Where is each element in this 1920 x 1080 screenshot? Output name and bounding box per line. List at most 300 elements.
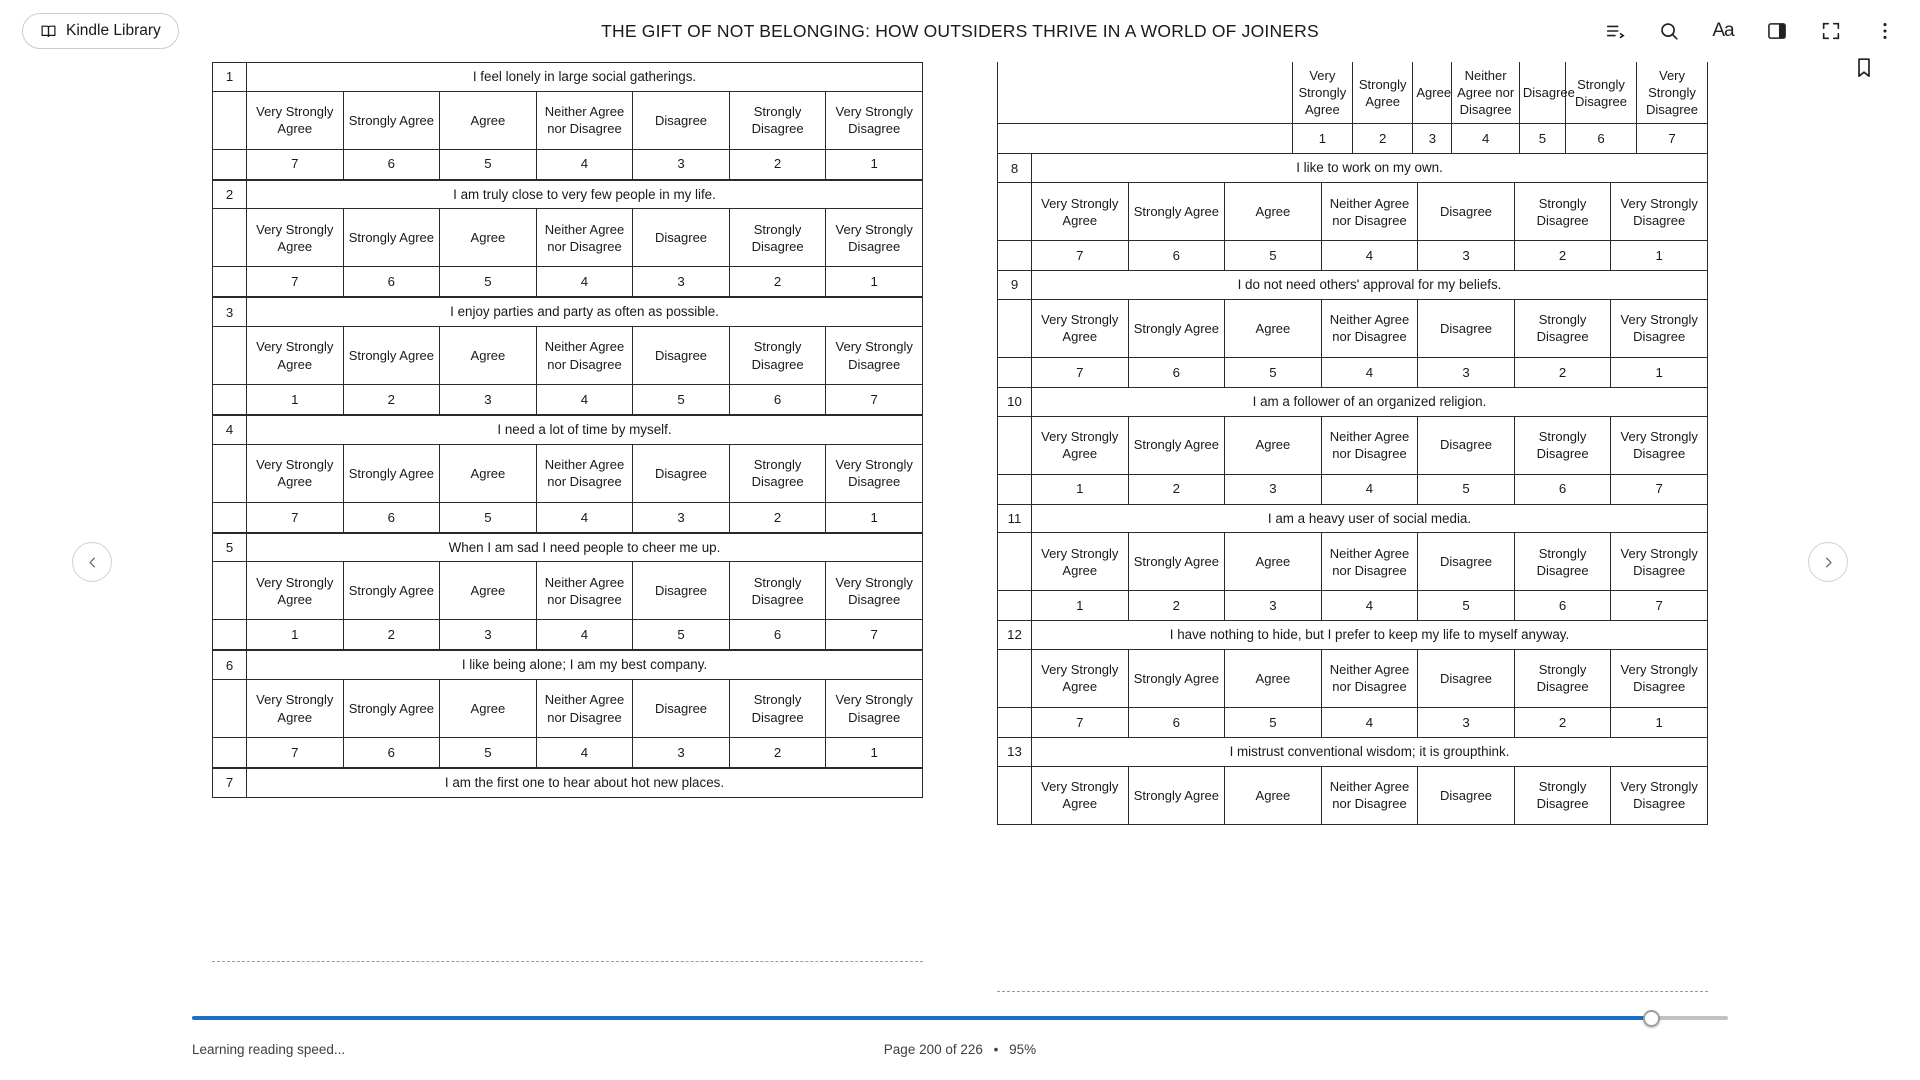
- scale-label: Agree: [440, 91, 537, 149]
- question-text: I have nothing to hide, but I prefer to keep my life to myself anyway.: [1032, 621, 1708, 649]
- row-spacer: [213, 91, 247, 149]
- scale-value[interactable]: 6: [1566, 124, 1637, 154]
- progress-fill: [192, 1016, 1651, 1020]
- scale-label: Very Strongly Disagree: [1611, 533, 1708, 591]
- scale-label: Neither Agree nor Disagree: [1321, 533, 1418, 591]
- scale-label-row: [213, 562, 923, 620]
- more-options-icon[interactable]: [1872, 18, 1898, 44]
- scale-value[interactable]: 4: [1321, 591, 1418, 621]
- scale-value[interactable]: 6: [729, 385, 826, 415]
- scale-label: Strongly Disagree: [1514, 533, 1611, 591]
- row-spacer: [213, 149, 247, 179]
- scale-value[interactable]: 4: [536, 738, 633, 768]
- scale-value[interactable]: 1: [826, 738, 923, 768]
- scale-label: Very Strongly Disagree: [826, 562, 923, 620]
- row-spacer: [998, 707, 1032, 737]
- scale-label: Strongly Disagree: [1514, 183, 1611, 241]
- scale-value[interactable]: 1: [1611, 357, 1708, 387]
- scale-value[interactable]: 4: [536, 149, 633, 179]
- question-number: 13: [998, 738, 1032, 766]
- scale-value[interactable]: 6: [1128, 241, 1225, 271]
- scale-value-row: [998, 474, 1708, 504]
- scale-value[interactable]: 2: [343, 620, 440, 650]
- scale-label: Neither Agree nor Disagree: [1321, 416, 1418, 474]
- scale-label: Very Strongly Agree: [247, 444, 344, 502]
- scale-value[interactable]: 6: [1514, 591, 1611, 621]
- page-left: [212, 62, 923, 992]
- scale-value[interactable]: 3: [440, 620, 537, 650]
- scale-label: Very Strongly Agree: [1032, 416, 1129, 474]
- scale-label-row: [998, 533, 1708, 591]
- scale-value[interactable]: 1: [247, 385, 344, 415]
- question-text: I am a follower of an organized religion.: [1032, 388, 1708, 416]
- scale-value[interactable]: 5: [633, 620, 730, 650]
- scale-label: Very Strongly Disagree: [826, 327, 923, 385]
- scale-label: Disagree: [1519, 62, 1565, 124]
- scale-label: Very Strongly Disagree: [1637, 62, 1708, 124]
- scale-value-row: [998, 241, 1708, 271]
- scale-value-row: [213, 267, 923, 297]
- row-spacer: [998, 183, 1032, 241]
- question-row: [998, 621, 1708, 649]
- scale-value[interactable]: 6: [1128, 357, 1225, 387]
- row-spacer: [213, 444, 247, 502]
- progress-knob[interactable]: [1643, 1010, 1660, 1027]
- scale-value[interactable]: 3: [1418, 241, 1515, 271]
- scale-label: Strongly Agree: [343, 680, 440, 738]
- scale-value[interactable]: 5: [1418, 474, 1515, 504]
- table-of-contents-icon[interactable]: [1602, 18, 1628, 44]
- scale-label: Strongly Disagree: [729, 327, 826, 385]
- scale-value[interactable]: 3: [1418, 707, 1515, 737]
- scale-value[interactable]: 1: [247, 620, 344, 650]
- scale-label: Very Strongly Agree: [1032, 299, 1129, 357]
- scale-label: Neither Agree nor Disagree: [536, 444, 633, 502]
- question-row: [998, 388, 1708, 416]
- page-label: Page 200 of 226: [883, 1042, 983, 1057]
- question-row: [213, 533, 923, 562]
- scale-label: Very Strongly Agree: [247, 680, 344, 738]
- scale-value[interactable]: 5: [440, 738, 537, 768]
- question-number: 7: [213, 769, 247, 798]
- question-text: I enjoy parties and party as often as possible.: [247, 298, 923, 327]
- scale-label: Strongly Agree: [1128, 183, 1225, 241]
- question-text: I am truly close to very few people in my life.: [247, 180, 923, 209]
- scale-value-row: [998, 357, 1708, 387]
- row-spacer: [213, 327, 247, 385]
- scale-label: Disagree: [633, 209, 730, 267]
- scale-label: Strongly Agree: [343, 91, 440, 149]
- row-spacer: [213, 502, 247, 532]
- scale-value[interactable]: 7: [247, 149, 344, 179]
- row-spacer: [998, 474, 1032, 504]
- row-spacer: [213, 680, 247, 738]
- kindle-library-label: Kindle Library: [66, 22, 161, 39]
- scale-value-row: [213, 385, 923, 415]
- row-spacer: [213, 620, 247, 650]
- scale-value[interactable]: 2: [1514, 357, 1611, 387]
- scale-label: Neither Agree nor Disagree: [1321, 183, 1418, 241]
- scale-label: Neither Agree nor Disagree: [536, 91, 633, 149]
- question-row: [213, 769, 923, 798]
- scale-label: Disagree: [1418, 533, 1515, 591]
- scale-value[interactable]: 3: [1225, 591, 1322, 621]
- survey-question-table: [212, 297, 923, 415]
- scale-value[interactable]: 7: [1637, 124, 1708, 154]
- scale-value[interactable]: 4: [1321, 474, 1418, 504]
- scale-label: Disagree: [633, 680, 730, 738]
- scale-label-row: [213, 209, 923, 267]
- scale-label-row: [213, 91, 923, 149]
- scale-label: Strongly Agree: [1128, 766, 1225, 824]
- row-spacer: [998, 241, 1032, 271]
- scale-value[interactable]: 2: [1128, 474, 1225, 504]
- scale-value[interactable]: 2: [729, 738, 826, 768]
- scale-label: Disagree: [633, 91, 730, 149]
- row-spacer: [998, 533, 1032, 591]
- separator-dot: •: [993, 1042, 999, 1057]
- scale-label: Strongly Disagree: [1514, 649, 1611, 707]
- scale-label: Neither Agree nor Disagree: [536, 562, 633, 620]
- scale-label-row: [998, 649, 1708, 707]
- scale-label: Very Strongly Agree: [1032, 766, 1129, 824]
- scale-value[interactable]: 2: [729, 502, 826, 532]
- font-size-button[interactable]: [1710, 18, 1736, 44]
- scale-label: Strongly Disagree: [1514, 299, 1611, 357]
- scale-value[interactable]: 7: [826, 620, 923, 650]
- survey-question-table: [212, 768, 923, 798]
- question-text: I am the first one to hear about hot new places.: [247, 769, 923, 798]
- question-number: 3: [213, 298, 247, 327]
- scale-value[interactable]: 6: [343, 267, 440, 297]
- search-icon[interactable]: [1656, 18, 1682, 44]
- row-spacer: [998, 416, 1032, 474]
- question-row: [213, 298, 923, 327]
- book-icon: [40, 23, 57, 40]
- scale-label: Very Strongly Disagree: [1611, 649, 1708, 707]
- question-number: 2: [213, 180, 247, 209]
- scale-value[interactable]: 3: [633, 502, 730, 532]
- row-spacer: [213, 562, 247, 620]
- scale-label: Strongly Agree: [343, 209, 440, 267]
- survey-question-table: [212, 650, 923, 768]
- scale-label: Agree: [440, 562, 537, 620]
- scale-value[interactable]: 4: [536, 620, 633, 650]
- scale-value[interactable]: 6: [343, 738, 440, 768]
- survey-question-table: [212, 533, 923, 651]
- question-row: [998, 505, 1708, 533]
- fullscreen-icon[interactable]: [1818, 18, 1844, 44]
- scale-value-row: [213, 738, 923, 768]
- scale-label: Very Strongly Agree: [1032, 183, 1129, 241]
- scale-value[interactable]: 5: [633, 385, 730, 415]
- row-spacer: [998, 649, 1032, 707]
- scale-value[interactable]: 5: [1225, 707, 1322, 737]
- page-spread: [212, 62, 1708, 992]
- question-row: [998, 154, 1708, 182]
- toolbar-actions: [1602, 18, 1898, 44]
- scale-label: Neither Agree nor Disagree: [536, 680, 633, 738]
- scale-value[interactable]: 1: [1032, 591, 1129, 621]
- scale-value[interactable]: 7: [1032, 357, 1129, 387]
- top-toolbar: [0, 0, 1920, 62]
- question-number: 9: [998, 271, 1032, 299]
- scale-value[interactable]: 3: [440, 385, 537, 415]
- page-right-content: [997, 62, 1708, 992]
- scale-value[interactable]: 2: [1353, 124, 1413, 154]
- scale-value[interactable]: 2: [1128, 591, 1225, 621]
- question-text: I like being alone; I am my best company.: [247, 651, 923, 680]
- scale-label: Strongly Agree: [1128, 299, 1225, 357]
- kindle-library-button[interactable]: [22, 13, 179, 49]
- scale-label: Very Strongly Agree: [247, 327, 344, 385]
- scale-label: Very Strongly Disagree: [1611, 183, 1708, 241]
- scale-label: Very Strongly Disagree: [1611, 766, 1708, 824]
- scale-label: Very Strongly Agree: [1292, 62, 1352, 124]
- scale-value[interactable]: 2: [729, 267, 826, 297]
- reading-progress-slider[interactable]: [192, 1010, 1728, 1026]
- scale-label-row: [213, 327, 923, 385]
- scale-value[interactable]: 7: [826, 385, 923, 415]
- scale-label: Neither Agree nor Disagree: [536, 327, 633, 385]
- scale-label-row: [213, 680, 923, 738]
- previous-page-button[interactable]: [72, 542, 112, 582]
- scale-value-row: [998, 124, 1708, 154]
- scale-value[interactable]: 5: [1225, 357, 1322, 387]
- scale-value[interactable]: 5: [440, 502, 537, 532]
- next-page-button[interactable]: [1808, 542, 1848, 582]
- scale-value[interactable]: 6: [343, 149, 440, 179]
- scale-value[interactable]: 6: [729, 620, 826, 650]
- row-spacer: [998, 62, 1293, 124]
- question-row: [213, 180, 923, 209]
- survey-question-table: [997, 154, 1708, 271]
- scale-label: Agree: [440, 327, 537, 385]
- scale-value[interactable]: 5: [1418, 591, 1515, 621]
- scale-label: Disagree: [633, 562, 730, 620]
- scale-value-row: [998, 707, 1708, 737]
- question-number: 6: [213, 651, 247, 680]
- scale-label: Disagree: [633, 327, 730, 385]
- progress-track[interactable]: [192, 1016, 1728, 1020]
- scale-value[interactable]: 4: [1321, 707, 1418, 737]
- row-spacer: [998, 299, 1032, 357]
- page-left-content: [212, 62, 923, 962]
- scale-label: Strongly Disagree: [1566, 62, 1637, 124]
- scale-label: Disagree: [1418, 183, 1515, 241]
- scale-value[interactable]: 1: [1611, 241, 1708, 271]
- scale-label: Strongly Disagree: [729, 680, 826, 738]
- question-text: I like to work on my own.: [1032, 154, 1708, 182]
- scale-value-row: [998, 591, 1708, 621]
- scale-label: Agree: [1225, 299, 1322, 357]
- scale-value[interactable]: 1: [826, 149, 923, 179]
- bottom-bar: [0, 992, 1920, 1080]
- question-row: [213, 651, 923, 680]
- scale-label: Agree: [1225, 533, 1322, 591]
- scale-value[interactable]: 7: [1032, 707, 1129, 737]
- question-number: 11: [998, 505, 1032, 533]
- question-number: 8: [998, 154, 1032, 182]
- question-number: 5: [213, 533, 247, 562]
- row-spacer: [213, 385, 247, 415]
- scale-label: Strongly Disagree: [729, 209, 826, 267]
- row-spacer: [998, 591, 1032, 621]
- scale-value[interactable]: 5: [1225, 241, 1322, 271]
- reading-status: Learning reading speed...: [192, 1042, 346, 1057]
- scale-label: Disagree: [1418, 416, 1515, 474]
- page-indicator: [0, 1042, 1920, 1057]
- scale-value[interactable]: 3: [1418, 357, 1515, 387]
- scale-label-row: [998, 416, 1708, 474]
- survey-question-table: [997, 271, 1708, 388]
- scale-value[interactable]: 4: [1321, 357, 1418, 387]
- scale-value[interactable]: 3: [633, 738, 730, 768]
- row-spacer: [998, 766, 1032, 824]
- scale-label: Agree: [440, 680, 537, 738]
- question-row: [213, 63, 923, 92]
- page-right: [997, 62, 1708, 992]
- scale-label-row: [213, 444, 923, 502]
- scale-value[interactable]: 1: [826, 267, 923, 297]
- question-row: [998, 738, 1708, 766]
- scale-value[interactable]: 7: [247, 502, 344, 532]
- scale-label: Very Strongly Agree: [247, 209, 344, 267]
- scale-label: Strongly Agree: [343, 327, 440, 385]
- scale-label: Very Strongly Disagree: [1611, 416, 1708, 474]
- question-number: 4: [213, 416, 247, 445]
- scale-label: Disagree: [1418, 649, 1515, 707]
- scale-label-row: [998, 299, 1708, 357]
- scale-value[interactable]: 7: [247, 267, 344, 297]
- scale-label-row: [998, 766, 1708, 824]
- scale-label: Very Strongly Agree: [1032, 533, 1129, 591]
- scale-label: Strongly Disagree: [729, 444, 826, 502]
- scale-label: Strongly Disagree: [729, 91, 826, 149]
- scale-value-row: [213, 620, 923, 650]
- scale-label: Agree: [1413, 62, 1452, 124]
- scale-label: Very Strongly Disagree: [1611, 299, 1708, 357]
- scale-value[interactable]: 3: [633, 267, 730, 297]
- scale-label: Disagree: [633, 444, 730, 502]
- scale-value[interactable]: 5: [1519, 124, 1565, 154]
- scale-value[interactable]: 1: [1292, 124, 1352, 154]
- survey-question-table: [997, 738, 1708, 825]
- scale-value[interactable]: 1: [826, 502, 923, 532]
- scale-label: Neither Agree nor Disagree: [1321, 766, 1418, 824]
- scale-value[interactable]: 4: [536, 267, 633, 297]
- scale-value[interactable]: 5: [440, 149, 537, 179]
- percent-label: 95%: [1009, 1042, 1037, 1057]
- scale-value[interactable]: 2: [1514, 241, 1611, 271]
- scale-label: Neither Agree nor Disagree: [1321, 299, 1418, 357]
- survey-question-table: [997, 505, 1708, 622]
- scale-value[interactable]: 7: [1032, 241, 1129, 271]
- scale-value[interactable]: 4: [1452, 124, 1519, 154]
- scale-label: Strongly Agree: [1353, 62, 1413, 124]
- row-spacer: [998, 124, 1293, 154]
- row-spacer: [213, 209, 247, 267]
- scale-value[interactable]: 2: [343, 385, 440, 415]
- survey-question-table: [212, 415, 923, 533]
- scale-label: Strongly Agree: [343, 444, 440, 502]
- scale-label: Agree: [1225, 649, 1322, 707]
- question-row: [998, 271, 1708, 299]
- scale-value[interactable]: 6: [1514, 474, 1611, 504]
- question-text: I feel lonely in large social gatherings.: [247, 63, 923, 92]
- question-number: 1: [213, 63, 247, 92]
- scale-value[interactable]: 7: [247, 738, 344, 768]
- scale-value[interactable]: 5: [440, 267, 537, 297]
- scale-value[interactable]: 6: [1128, 707, 1225, 737]
- row-spacer: [213, 738, 247, 768]
- scale-label: Strongly Disagree: [1514, 416, 1611, 474]
- scale-value[interactable]: 3: [1225, 474, 1322, 504]
- question-number: 12: [998, 621, 1032, 649]
- scale-label: Neither Agree nor Disagree: [536, 209, 633, 267]
- scale-value[interactable]: 1: [1032, 474, 1129, 504]
- scale-label: Agree: [1225, 766, 1322, 824]
- question-text: I need a lot of time by myself.: [247, 416, 923, 445]
- scale-label: Agree: [440, 444, 537, 502]
- survey-question-table: [212, 180, 923, 298]
- question-row: [213, 416, 923, 445]
- question-text: I do not need others' approval for my beliefs.: [1032, 271, 1708, 299]
- scale-value[interactable]: 4: [536, 385, 633, 415]
- scale-label: Strongly Agree: [1128, 649, 1225, 707]
- scale-label: Very Strongly Agree: [1032, 649, 1129, 707]
- scale-value[interactable]: 3: [633, 149, 730, 179]
- scale-label: Strongly Agree: [343, 562, 440, 620]
- row-spacer: [213, 267, 247, 297]
- scale-value[interactable]: 4: [1321, 241, 1418, 271]
- scale-label: Strongly Disagree: [729, 562, 826, 620]
- scale-value[interactable]: 7: [1611, 474, 1708, 504]
- scale-label: Strongly Disagree: [1514, 766, 1611, 824]
- question-text: When I am sad I need people to cheer me up.: [247, 533, 923, 562]
- survey-question-table: [997, 621, 1708, 738]
- scale-label-row: [998, 183, 1708, 241]
- scale-label: Agree: [1225, 416, 1322, 474]
- scale-value[interactable]: 4: [536, 502, 633, 532]
- scale-value[interactable]: 3: [1413, 124, 1452, 154]
- question-text: I mistrust conventional wisdom; it is groupthink.: [1032, 738, 1708, 766]
- question-number: 10: [998, 388, 1032, 416]
- scale-value-row: [213, 502, 923, 532]
- survey-question-table: [997, 388, 1708, 505]
- scale-label: Agree: [440, 209, 537, 267]
- side-panel-icon[interactable]: [1764, 18, 1790, 44]
- scale-label: Neither Agree nor Disagree: [1321, 649, 1418, 707]
- scale-label: Neither Agree nor Disagree: [1452, 62, 1519, 124]
- scale-label: Disagree: [1418, 299, 1515, 357]
- book-title: THE GIFT OF NOT BELONGING: HOW OUTSIDERS THRIVE IN A WORLD OF JOINERS: [601, 20, 1319, 41]
- survey-question-table: [212, 62, 923, 180]
- scale-value[interactable]: 2: [1514, 707, 1611, 737]
- survey-question-table-partial: [997, 62, 1708, 154]
- scale-label: Very Strongly Disagree: [826, 209, 923, 267]
- scale-value[interactable]: 7: [1611, 591, 1708, 621]
- reader-area: [0, 62, 1920, 992]
- scale-label: Strongly Agree: [1128, 533, 1225, 591]
- scale-label: Disagree: [1418, 766, 1515, 824]
- scale-label: Very Strongly Agree: [247, 562, 344, 620]
- scale-label: Very Strongly Disagree: [826, 680, 923, 738]
- scale-value[interactable]: 1: [1611, 707, 1708, 737]
- scale-value[interactable]: 6: [343, 502, 440, 532]
- scale-value[interactable]: 2: [729, 149, 826, 179]
- scale-label: Very Strongly Disagree: [826, 444, 923, 502]
